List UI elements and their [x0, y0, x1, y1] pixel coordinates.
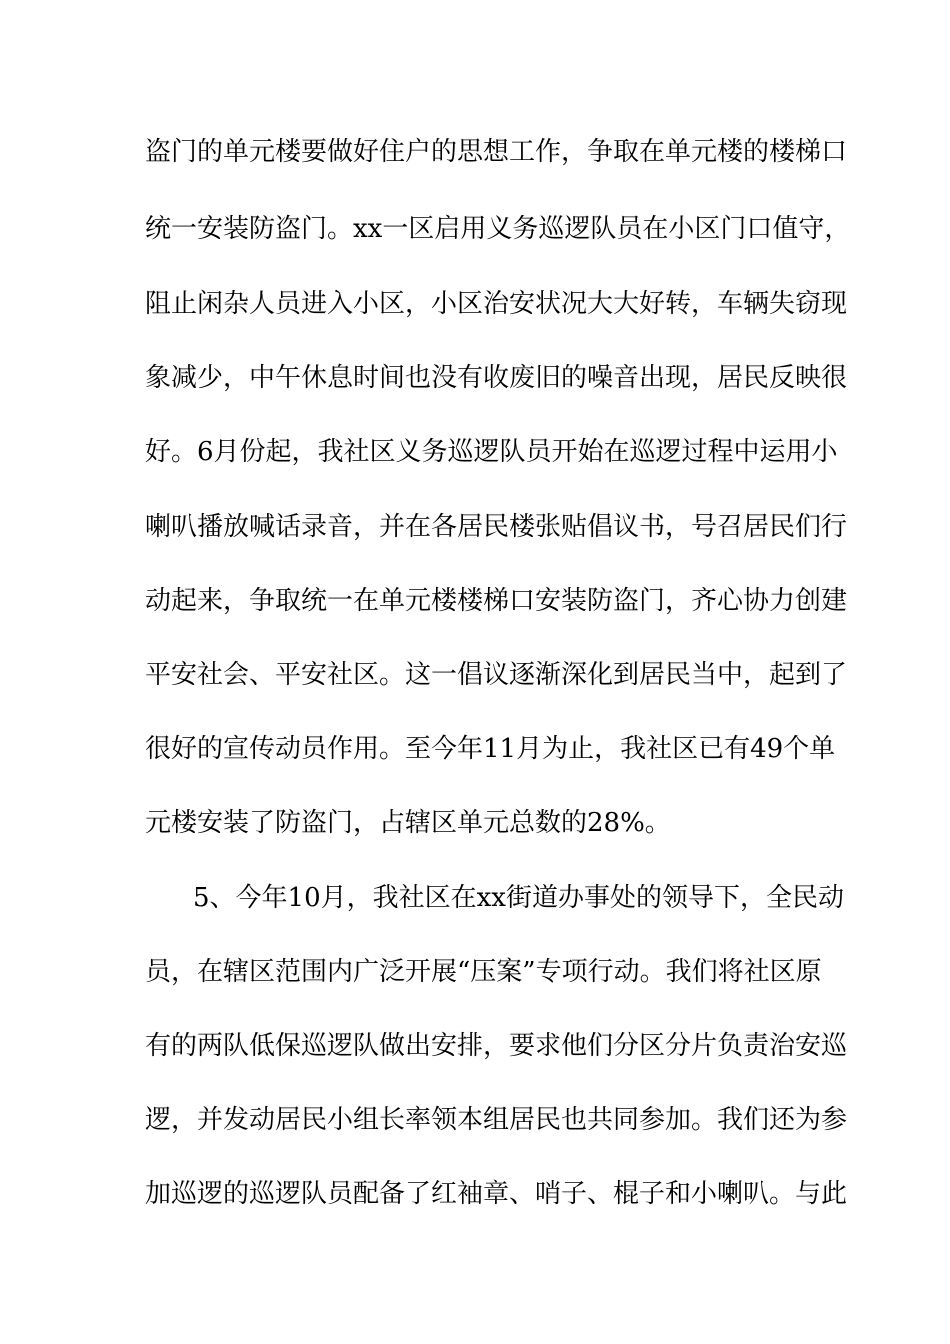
text-line: 阻止闲杂人员进入小区，小区治安状况大大好转，车辆失窃现 [145, 289, 848, 319]
text-line: 象减少，中午休息时间也没有收废旧的噪音出现，居民反映很 [145, 363, 848, 393]
text-line: 很好的宣传动员作用。至今年11月为止，我社区已有49个单 [145, 734, 836, 764]
text-line: 好。6月份起，我社区义务巡逻队员开始在巡逻过程中运用小 [145, 437, 838, 467]
text-line: 统一安装防盗门。xx一区启用义务巡逻队员在小区门口值守， [145, 214, 851, 244]
text-line: 有的两队低保巡逻队做出安排，要求他们分区分片负责治安巡 [145, 1031, 848, 1061]
text-line: 喇叭播放喊话录音，并在各居民楼张贴倡议书，号召居民们行 [145, 512, 848, 542]
text-line: 加巡逻的巡逻队员配备了红袖章、哨子、棍子和小喇叭。与此 [145, 1179, 848, 1209]
text-line: 平安社会、平安社区。这一倡议逐渐深化到居民当中，起到了 [145, 660, 848, 690]
text-line: 元楼安装了防盗门，占辖区单元总数的28%。 [145, 808, 671, 838]
text-line: 员，在辖区范围内广泛开展“压案”专项行动。我们将社区原 [145, 957, 822, 987]
text-line: 盗门的单元楼要做好住户的思想工作，争取在单元楼的楼梯口 [145, 137, 848, 167]
paragraph-start-line: 5、今年10月，我社区在xx街道办事处的领导下，全民动 [193, 883, 844, 913]
text-line: 逻，并发动居民小组长率领本组居民也共同参加。我们还为参 [145, 1105, 848, 1135]
text-line: 动起来，争取统一在单元楼楼梯口安装防盗门，齐心协力创建 [145, 586, 848, 616]
